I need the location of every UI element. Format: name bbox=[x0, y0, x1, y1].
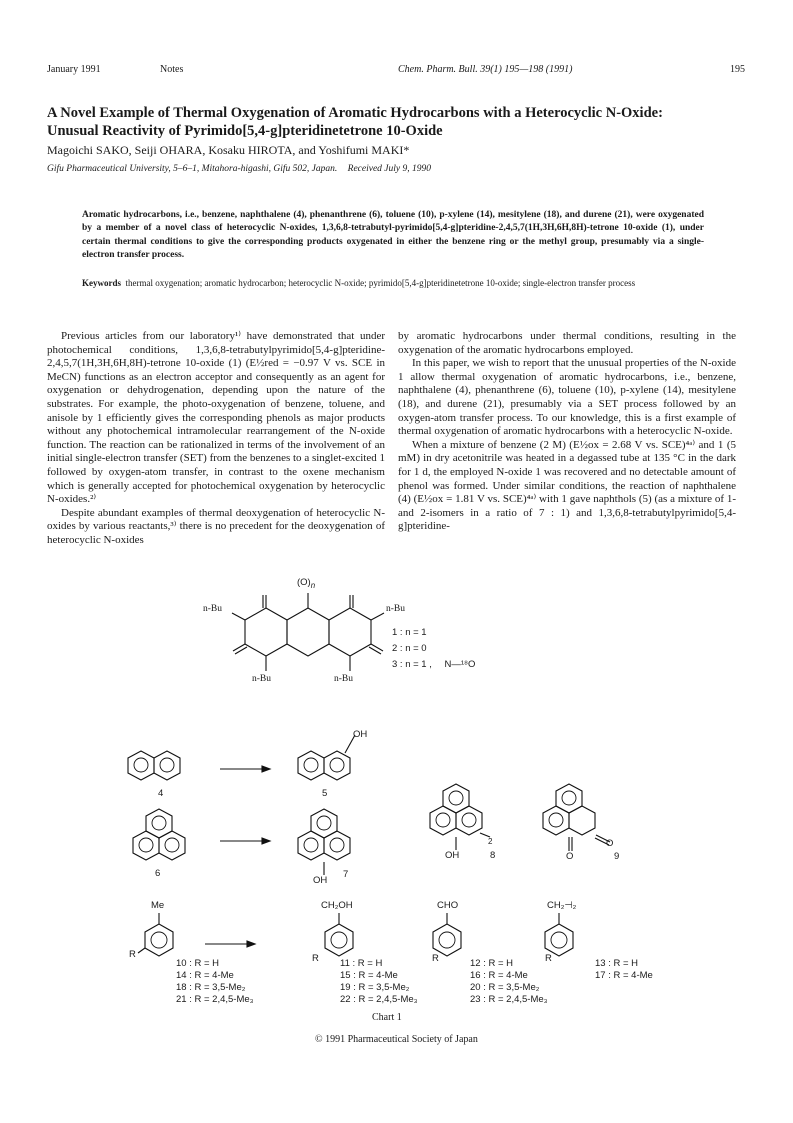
left-column bbox=[47, 330, 385, 548]
r-label: R bbox=[129, 949, 136, 960]
top-oxygen: $(O)_n$ bbox=[297, 577, 316, 590]
r-label: R bbox=[432, 953, 439, 964]
nbu-bottom-left-label: n-Bu bbox=[252, 674, 271, 684]
r-label: R bbox=[312, 953, 319, 964]
authors: Magoichi SAKO, Seiji OHARA, Kosaku HIROTA, and Yoshifumi MAKI* bbox=[47, 143, 410, 157]
paragraph: Previous articles from our laboratory¹⁾ have demonstrated that under photochemical conditions, 1,3,6,8-tetrabutylpyrimido[5,4-g]pteridine-2,4,5,7(1H,3H,6H,8H)-tetrone 10-oxide (1) (E½red = −0.97 V vs. SCE in MeCN) functions as an electron acceptor and consequently as an agent for oxygenation or dehydrogenation, depending upon the nature of the substrates. For example, the photo-oxygenation of benzene, toluene, and anisole by 1 efficiently gives the corresponding phenols as major products without any photochemical intramolecular rearrangement of the N-oxide function. The reaction can be rationalized in terms of the involvement of an initial single-electron transfer (SET) from the benzenes to a singlet-excited 1 followed by oxygen-atom transfer, in contrast to the oxene mechanism which is generally accepted for photochemical oxygenation by heterocyclic N-oxides.²⁾ bbox=[47, 330, 385, 506]
ring-right bbox=[329, 608, 371, 656]
received-date: Received July 9, 1990 bbox=[347, 164, 431, 174]
header-date: January 1991 bbox=[47, 64, 101, 75]
affiliation-address: Gifu Pharmaceutical University, 5–6–1, Mitahora-higashi, Gifu 502, Japan. bbox=[47, 164, 338, 174]
paragraph: When a mixture of benzene (2 M) (E½ox = 2.68 V vs. SCE)⁴ᵃ⁾ and 1 (5 mM) in dry acetonitrile was heated in a degassed tube at 135 °C in the dark for 1 d, the employed N-oxide 1 was recovered and no detectable amount of phenol was formed. Under similar conditions, the reaction of naphthalene (4) (E½ox = 1.81 V vs. SCE)⁴ᵃ⁾ with 1 gave naphthols (5) (as a mixture of 1- and 2-isomers in a ratio of 7 : 1) and 1,3,6,8-tetrabutylpyrimido[5,4-g]pteridine- bbox=[398, 438, 736, 533]
ch2-dimer-label: CH₂⊣₂ bbox=[547, 900, 577, 911]
nbu-right-label: n-Bu bbox=[386, 604, 405, 614]
keywords-text: thermal oxygenation; aromatic hydrocarbon; heterocyclic N-oxide; pyrimido[5,4-g]pteridinetetrone 10-oxide; single-electron transfer process bbox=[125, 278, 636, 288]
n18o-label: N—¹⁸O bbox=[444, 659, 476, 670]
ring-left bbox=[245, 608, 287, 656]
paragraph: Despite abundant examples of thermal deoxygenation of heterocyclic N-oxides by various reactants,³⁾ there is no precedent for the deoxygenation of heterocyclic N-oxides bbox=[47, 506, 385, 546]
nbu-left-label: n-Bu bbox=[203, 604, 222, 614]
keywords bbox=[82, 277, 704, 289]
compound-n-list bbox=[392, 625, 475, 673]
header-page-number: 195 bbox=[730, 64, 745, 75]
dimer-subscript: 2 bbox=[488, 837, 493, 846]
label-9: 9 bbox=[614, 851, 620, 862]
title-line-1: A Novel Example of Thermal Oxygenation of Aromatic Hydrocarbons with a Heterocyclic N-Oxide: bbox=[47, 105, 663, 121]
series-d-list: 13 : R = H 17 : R = 4-Me bbox=[595, 958, 653, 981]
paragraph: In this paper, we wish to report that the unusual properties of the N-oxide 1 allow thermal oxygenation of aromatic hydrocarbons, i.e., benzene, naphthalene (4), phenanthrene (6), toluene (10), p-xylene (14), mesitylene (18), and durene (21), presumably via a SET process followed by an oxygen-atom transfer process. To our knowledge, this is a first example of thermal oxygenation of aromatic hydrocarbons with a heterocyclic N-oxide. bbox=[398, 357, 736, 438]
label-4: 4 bbox=[158, 788, 164, 799]
label-5: 5 bbox=[322, 788, 328, 799]
nbu-bottom-right-label: n-Bu bbox=[334, 674, 353, 684]
copyright-footer: © 1991 Pharmaceutical Society of Japan bbox=[315, 1034, 478, 1045]
compound-3-label: 3 : n = 1 , bbox=[392, 659, 432, 670]
r-label: R bbox=[545, 953, 552, 964]
paragraph: by aromatic hydrocarbons under thermal conditions, resulting in the oxygenation of the aromatic hydrocarbons employed. bbox=[398, 330, 736, 356]
compound-2-label: 2 : n = 0 bbox=[392, 643, 427, 654]
oh-label: OH bbox=[445, 850, 460, 861]
header-journal: Chem. Pharm. Bull. 39(1) 195—198 (1991) bbox=[398, 64, 573, 75]
keywords-label: Keywords bbox=[82, 278, 121, 288]
header-section: Notes bbox=[160, 64, 184, 75]
compound-1-label: 1 : n = 1 bbox=[392, 627, 427, 638]
oh-label: OH bbox=[313, 875, 328, 886]
series-b-list: 11 : R = H 15 : R = 4-Me 19 : R = 3,5-Me₂ 22 : R = 2,4,5-Me₃ bbox=[340, 958, 418, 1005]
o-label: O bbox=[606, 838, 614, 849]
label-7: 7 bbox=[343, 869, 349, 880]
label-6: 6 bbox=[155, 868, 161, 879]
cho-label: CHO bbox=[437, 900, 459, 911]
abstract: Aromatic hydrocarbons, i.e., benzene, naphthalene (4), phenanthrene (6), toluene (10), p-xylene (14), mesitylene (18), and durene (21), were oxygenated by a member of a novel class of heterocyclic N-oxides, 1,3,6,8-tetrabutyl-pyrimido[5,4-g]pteridine-2,4,5,7(1H,3H,6H,8H)-tetrone 10-oxide (1), under certain thermal conditions to give the corresponding products oxygenated in either the benzene ring or the methyl group, presumably via a single-electron transfer process. bbox=[82, 210, 704, 260]
series-c-list: 12 : R = H 16 : R = 4-Me 20 : R = 3,5-Me₂ 23 : R = 2,4,5-Me₃ bbox=[470, 958, 548, 1005]
affiliation bbox=[47, 164, 431, 174]
ch2oh-label: CH₂OH bbox=[321, 900, 353, 911]
chart-caption: Chart 1 bbox=[372, 1012, 402, 1023]
article-title bbox=[47, 104, 747, 140]
label-8: 8 bbox=[490, 850, 496, 861]
o-label: O bbox=[566, 851, 574, 862]
oh-label: OH bbox=[353, 729, 368, 740]
ring-middle bbox=[287, 608, 329, 656]
right-column bbox=[398, 330, 736, 534]
series-a-list: 10 : R = H 14 : R = 4-Me 18 : R = 3,5-Me₂ 21 : R = 2,4,5-Me₃ bbox=[176, 958, 254, 1005]
title-line-2: Unusual Reactivity of Pyrimido[5,4-g]pteridinetetrone 10-Oxide bbox=[47, 123, 443, 139]
me-label: Me bbox=[151, 900, 165, 911]
